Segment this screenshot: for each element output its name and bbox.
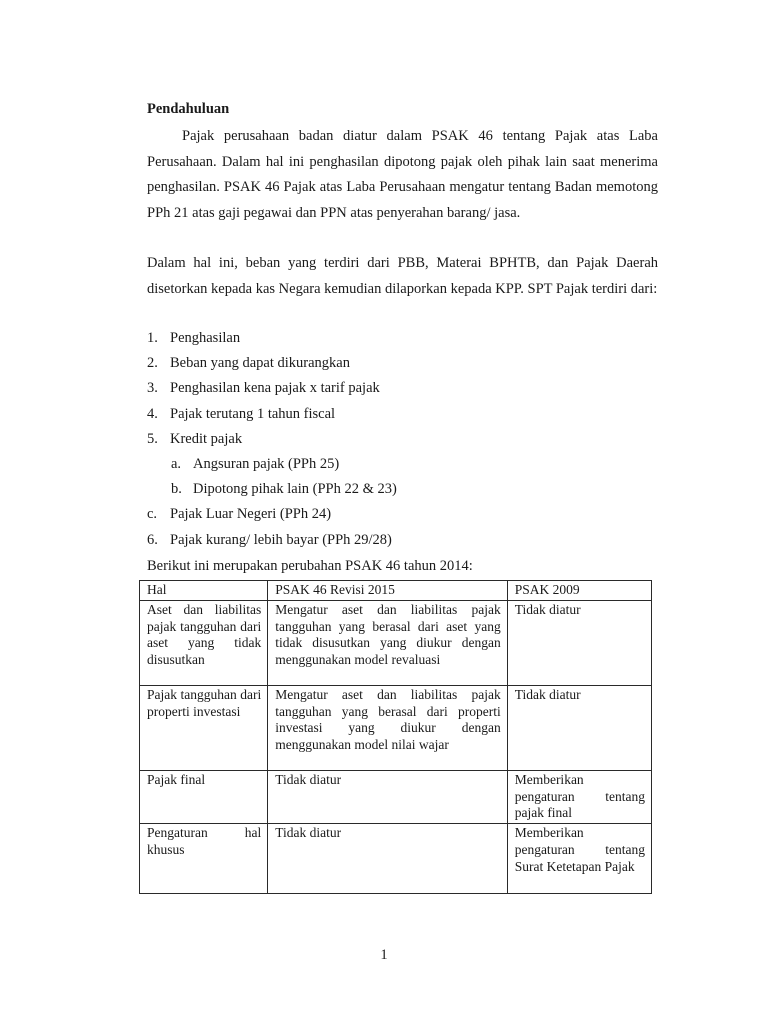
list-item [147, 427, 397, 452]
list-item [147, 376, 397, 401]
table-cell: Memberikan pengaturan tentang Surat Ketetapan Pajak [507, 824, 651, 894]
list-marker: b. [171, 481, 182, 498]
table-cell: Memberikan pengaturan tentang pajak final [507, 770, 651, 823]
table-row [140, 824, 652, 894]
list-marker: 6. [147, 531, 158, 548]
list-item-text: Kredit pajak [170, 430, 243, 447]
table-cell: Mengatur aset dan liabilitas pajak tangguhan yang berasal dari aset yang tidak disusutkan yang diukur dengan menggunakan model revaluasi [268, 600, 507, 685]
list-marker: a. [171, 455, 182, 472]
table-cell: Pajak final [140, 770, 268, 823]
list-item [147, 351, 397, 376]
table-cell: Tidak diatur [507, 685, 651, 770]
list-item-text: Angsuran pajak (PPh 25) [193, 455, 340, 472]
table-cell: Tidak diatur [507, 600, 651, 685]
list-item [147, 326, 397, 351]
table-header-cell: PSAK 46 Revisi 2015 [268, 581, 507, 601]
spt-list [147, 326, 397, 553]
paragraph-intro: Pajak perusahaan badan diatur dalam PSAK 46 tentang Pajak atas Laba Perusahaan. Dalam hal ini penghasilan dipotong pajak oleh pihak lain saat menerima penghasilan. PSAK 46 Pajak atas Laba Perusahaan mengatur tentang Badan memotong PPh 21 atas gaji pegawai dan PPN atas penyerahan barang/ jasa. [147, 128, 658, 221]
table-header-cell: PSAK 2009 [507, 581, 651, 601]
list-marker: 1. [147, 330, 158, 346]
table-cell: Aset dan liabilitas pajak tangguhan dari aset yang tidak disusutkan [140, 600, 268, 685]
list-item-text: Pajak kurang/ lebih bayar (PPh 29/28) [170, 531, 392, 548]
list-item-text: Pajak terutang 1 tahun fiscal [170, 405, 336, 422]
list-item-text: Pajak Luar Negeri (PPh 24) [170, 506, 332, 523]
list-item [147, 528, 397, 553]
table-row [140, 685, 652, 770]
table-header-row [140, 581, 652, 601]
list-item-text: Beban yang dapat dikurangkan [170, 355, 350, 372]
section-heading: Pendahuluan [147, 101, 230, 117]
list-item-text: Penghasilan kena pajak x tarif pajak [170, 380, 380, 397]
table-row [140, 600, 652, 685]
table-cell: Tidak diatur [268, 824, 507, 894]
table-cell: Mengatur aset dan liabilitas pajak tangguhan yang berasal dari properti investasi yang diukur dengan menggunakan model nilai wajar [268, 685, 507, 770]
table-cell: Pajak tangguhan dari properti investasi [140, 685, 268, 770]
comparison-table [139, 580, 652, 894]
table-cell: Tidak diatur [268, 770, 507, 823]
list-marker: c. [147, 506, 158, 523]
list-item [147, 502, 397, 527]
table-cell: Pengaturan hal khusus [140, 824, 268, 894]
table-intro: Berikut ini merupakan perubahan PSAK 46 tahun 2014: [147, 558, 473, 574]
page-number: 1 [380, 947, 388, 963]
paragraph-spt: Dalam hal ini, beban yang terdiri dari PBB, Materai BPHTB, dan Pajak Daerah disetorkan kepada kas Negara kemudian dilaporkan kepada KPP. SPT Pajak terdiri dari: [147, 255, 658, 297]
list-marker: 4. [147, 405, 158, 422]
table-row [140, 770, 652, 823]
sub-list-item [147, 477, 397, 502]
list-item [147, 402, 397, 427]
sub-list-item [147, 452, 397, 477]
list-marker: 5. [147, 430, 158, 447]
list-item-text: Dipotong pihak lain (PPh 22 & 23) [193, 481, 397, 498]
list-item-text: Penghasilan [170, 330, 241, 346]
list-marker: 2. [147, 355, 158, 372]
table-header-cell: Hal [140, 581, 268, 601]
list-marker: 3. [147, 380, 158, 397]
